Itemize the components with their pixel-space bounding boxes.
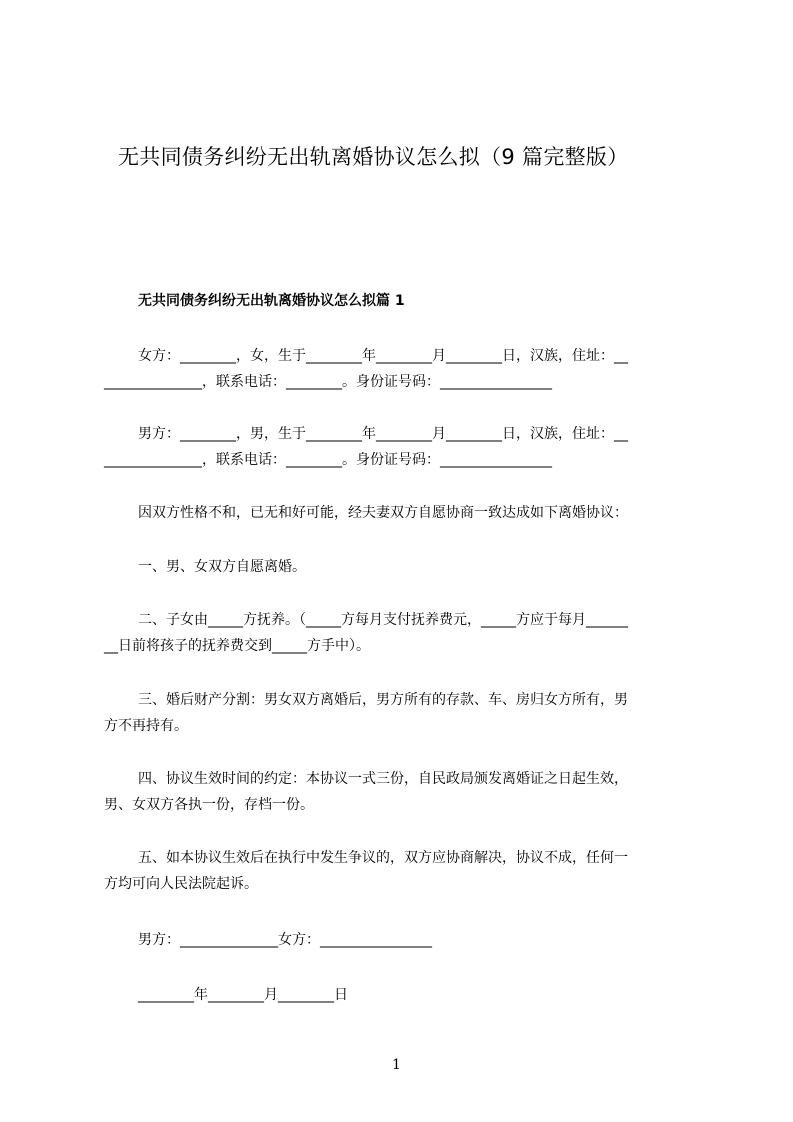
paragraph-line: 方不再持有。 [104, 718, 188, 734]
paragraph-line: ________年________月________日 [138, 987, 348, 1003]
clause-5 [104, 845, 704, 897]
signature-line [104, 927, 704, 953]
clause-3 [104, 687, 704, 739]
paragraph-line: 四、协议生效时间的约定：本协议一式三份，自民政局颁发离婚证之日起生效， [138, 771, 628, 787]
paragraph-line: 男方：________，男，生于________年________月________日，汉族，住址：__ [138, 426, 628, 442]
paragraph-line: 五、如本协议生效后在执行中发生争议的，双方应协商解决，协议不成，任何一 [138, 850, 628, 866]
clause-4 [104, 766, 704, 818]
paragraph-line: 二、子女由_____方抚养。（_____方每月支付抚养费元，_____方应于每月______ [138, 612, 628, 628]
paragraph-line: 因双方性格不和，已无和好可能，经夫妻双方自愿协商一致达成如下离婚协议： [138, 505, 628, 521]
paragraph-line: 三、婚后财产分割：男女双方离婚后，男方所有的存款、车、房归女方所有，男 [138, 692, 628, 708]
paragraph-line: 女方：________，女，生于________年________月________日，汉族，住址：__ [138, 348, 628, 364]
paragraph-male-party [104, 421, 704, 473]
page-number: 1 [392, 1057, 401, 1073]
paragraph-preamble [104, 500, 704, 526]
clause-1 [104, 554, 704, 580]
paragraph-line: 男、女双方各执一份，存档一份。 [104, 797, 314, 813]
paragraph-line: ______________，联系电话：________。身份证号码：________________ [104, 374, 552, 390]
paragraph-female-party [104, 343, 704, 395]
clause-2 [104, 607, 704, 659]
document-title: 无共同债务纠纷无出轨离婚协议怎么拟（9 篇完整版） [118, 145, 629, 169]
paragraph-line: 男方：______________女方：________________ [138, 932, 432, 948]
paragraph-line: 一、男、女双方自愿离婚。 [138, 559, 306, 575]
paragraph-line: __日前将孩子的抚养费交到_____方手中）。 [104, 638, 370, 654]
section-title: 无共同债务纠纷无出轨离婚协议怎么拟篇 1 [138, 293, 405, 309]
paragraph-line: 方均可向人民法院起诉。 [104, 876, 258, 892]
date-line [104, 982, 704, 1008]
paragraph-line: ______________，联系电话：________。身份证号码：________________ [104, 452, 552, 468]
